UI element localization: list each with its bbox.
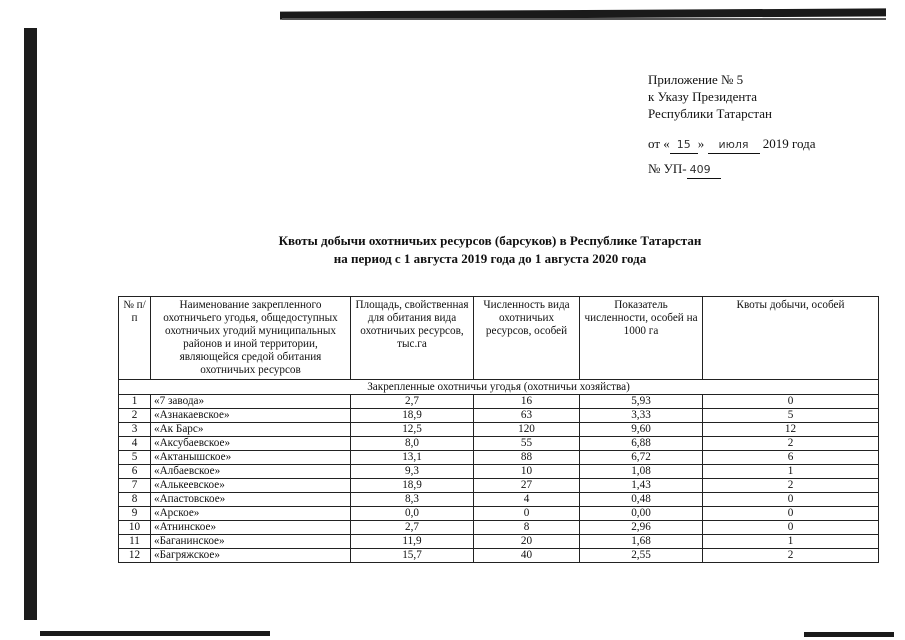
cell-name: «Атнинское»: [151, 521, 351, 535]
table-header-row: [119, 297, 879, 380]
cell-area: 8,0: [351, 437, 474, 451]
header-count: Численность вида охотничьих ресурсов, особей: [474, 297, 580, 380]
cell-name: «Актанышское»: [151, 451, 351, 465]
cell-quota: 2: [703, 549, 879, 563]
cell-quota: 2: [703, 437, 879, 451]
cell-area: 11,9: [351, 535, 474, 549]
cell-quota: 2: [703, 479, 879, 493]
cell-area: 2,7: [351, 521, 474, 535]
cell-count: 0: [474, 507, 580, 521]
cell-count: 120: [474, 423, 580, 437]
scan-edge-bottom: [40, 631, 270, 636]
cell-area: 15,7: [351, 549, 474, 563]
cell-count: 63: [474, 409, 580, 423]
cell-area: 12,5: [351, 423, 474, 437]
appendix-block: [648, 71, 816, 179]
scan-edge-left: [24, 28, 37, 620]
header-area: Площадь, свойственная для обитания вида охотничьих ресурсов, тыс.га: [351, 297, 474, 380]
table-body: [119, 380, 879, 563]
cell-quota: 0: [703, 493, 879, 507]
cell-number: 12: [119, 549, 151, 563]
table-row: [119, 465, 879, 479]
header-number: № п/п: [119, 297, 151, 380]
cell-count: 4: [474, 493, 580, 507]
table-row: [119, 409, 879, 423]
cell-number: 5: [119, 451, 151, 465]
table-row: [119, 479, 879, 493]
table-row: [119, 507, 879, 521]
table-row: [119, 549, 879, 563]
cell-number: 3: [119, 423, 151, 437]
appendix-decree-ref: к Указу Президента: [648, 89, 757, 104]
cell-name: «7 завода»: [151, 395, 351, 409]
cell-number: 7: [119, 479, 151, 493]
scan-edge-top-line: [282, 18, 886, 20]
cell-density: 2,55: [580, 549, 703, 563]
table-row: [119, 521, 879, 535]
cell-name: «Азнакаевское»: [151, 409, 351, 423]
cell-number: 4: [119, 437, 151, 451]
document-title: [180, 232, 800, 268]
cell-count: 88: [474, 451, 580, 465]
cell-count: 40: [474, 549, 580, 563]
document-title-line2: на период с 1 августа 2019 года до 1 августа 2020 года: [333, 251, 647, 266]
cell-number: 6: [119, 465, 151, 479]
scan-edge-bottom-right: [804, 632, 894, 637]
section-title: Закрепленные охотничьи угодья (охотничьи хозяйства): [119, 380, 879, 395]
cell-name: «Баганинское»: [151, 535, 351, 549]
cell-name: «Алькеевское»: [151, 479, 351, 493]
cell-name: «Багряжское»: [151, 549, 351, 563]
cell-name: «Апастовское»: [151, 493, 351, 507]
document-title-line1: Квоты добычи охотничьих ресурсов (барсуков) в Республике Татарстан: [278, 233, 702, 248]
decree-date-day: 15: [670, 136, 698, 154]
cell-area: 0,0: [351, 507, 474, 521]
cell-number: 8: [119, 493, 151, 507]
table-row: [119, 451, 879, 465]
cell-number: 9: [119, 507, 151, 521]
table-row: [119, 437, 879, 451]
cell-quota: 0: [703, 395, 879, 409]
decree-date: от « 15 » июля 2019 года: [648, 135, 816, 154]
table-row: [119, 493, 879, 507]
cell-name: «Арское»: [151, 507, 351, 521]
cell-count: 8: [474, 521, 580, 535]
cell-quota: 0: [703, 507, 879, 521]
cell-density: 1,43: [580, 479, 703, 493]
cell-density: 6,88: [580, 437, 703, 451]
cell-count: 10: [474, 465, 580, 479]
cell-area: 2,7: [351, 395, 474, 409]
cell-number: 1: [119, 395, 151, 409]
cell-density: 1,68: [580, 535, 703, 549]
cell-density: 3,33: [580, 409, 703, 423]
cell-number: 10: [119, 521, 151, 535]
cell-quota: 12: [703, 423, 879, 437]
quota-table: [118, 296, 879, 563]
cell-name: «Аксубаевское»: [151, 437, 351, 451]
cell-quota: 6: [703, 451, 879, 465]
cell-area: 13,1: [351, 451, 474, 465]
cell-count: 55: [474, 437, 580, 451]
cell-count: 27: [474, 479, 580, 493]
cell-count: 20: [474, 535, 580, 549]
header-name: Наименование закрепленного охотничьего угодья, общедоступных охотничьих угодий муниципальных районов и иной территории, являющейся средой обитания охотничьих ресурсов: [151, 297, 351, 380]
cell-quota: 5: [703, 409, 879, 423]
cell-count: 16: [474, 395, 580, 409]
cell-name: «Албаевское»: [151, 465, 351, 479]
cell-density: 5,93: [580, 395, 703, 409]
cell-density: 1,08: [580, 465, 703, 479]
decree-number: № УП- 409: [648, 160, 816, 179]
header-quota: Квоты добычи, особей: [703, 297, 879, 380]
decree-number-value: 409: [687, 161, 721, 179]
cell-number: 2: [119, 409, 151, 423]
cell-density: 0,00: [580, 507, 703, 521]
appendix-republic: Республики Татарстан: [648, 106, 772, 121]
cell-area: 9,3: [351, 465, 474, 479]
header-density: Показатель численности, особей на 1000 га: [580, 297, 703, 380]
cell-density: 9,60: [580, 423, 703, 437]
cell-number: 11: [119, 535, 151, 549]
cell-area: 18,9: [351, 479, 474, 493]
appendix-number: Приложение № 5: [648, 72, 744, 87]
cell-density: 6,72: [580, 451, 703, 465]
table-row: [119, 535, 879, 549]
table-row: [119, 395, 879, 409]
decree-date-month: июля: [708, 136, 760, 154]
cell-area: 8,3: [351, 493, 474, 507]
cell-name: «Ак Барс»: [151, 423, 351, 437]
cell-density: 2,96: [580, 521, 703, 535]
cell-area: 18,9: [351, 409, 474, 423]
cell-quota: 1: [703, 535, 879, 549]
table-row: [119, 423, 879, 437]
cell-quota: 0: [703, 521, 879, 535]
cell-density: 0,48: [580, 493, 703, 507]
cell-quota: 1: [703, 465, 879, 479]
section-row: [119, 380, 879, 395]
